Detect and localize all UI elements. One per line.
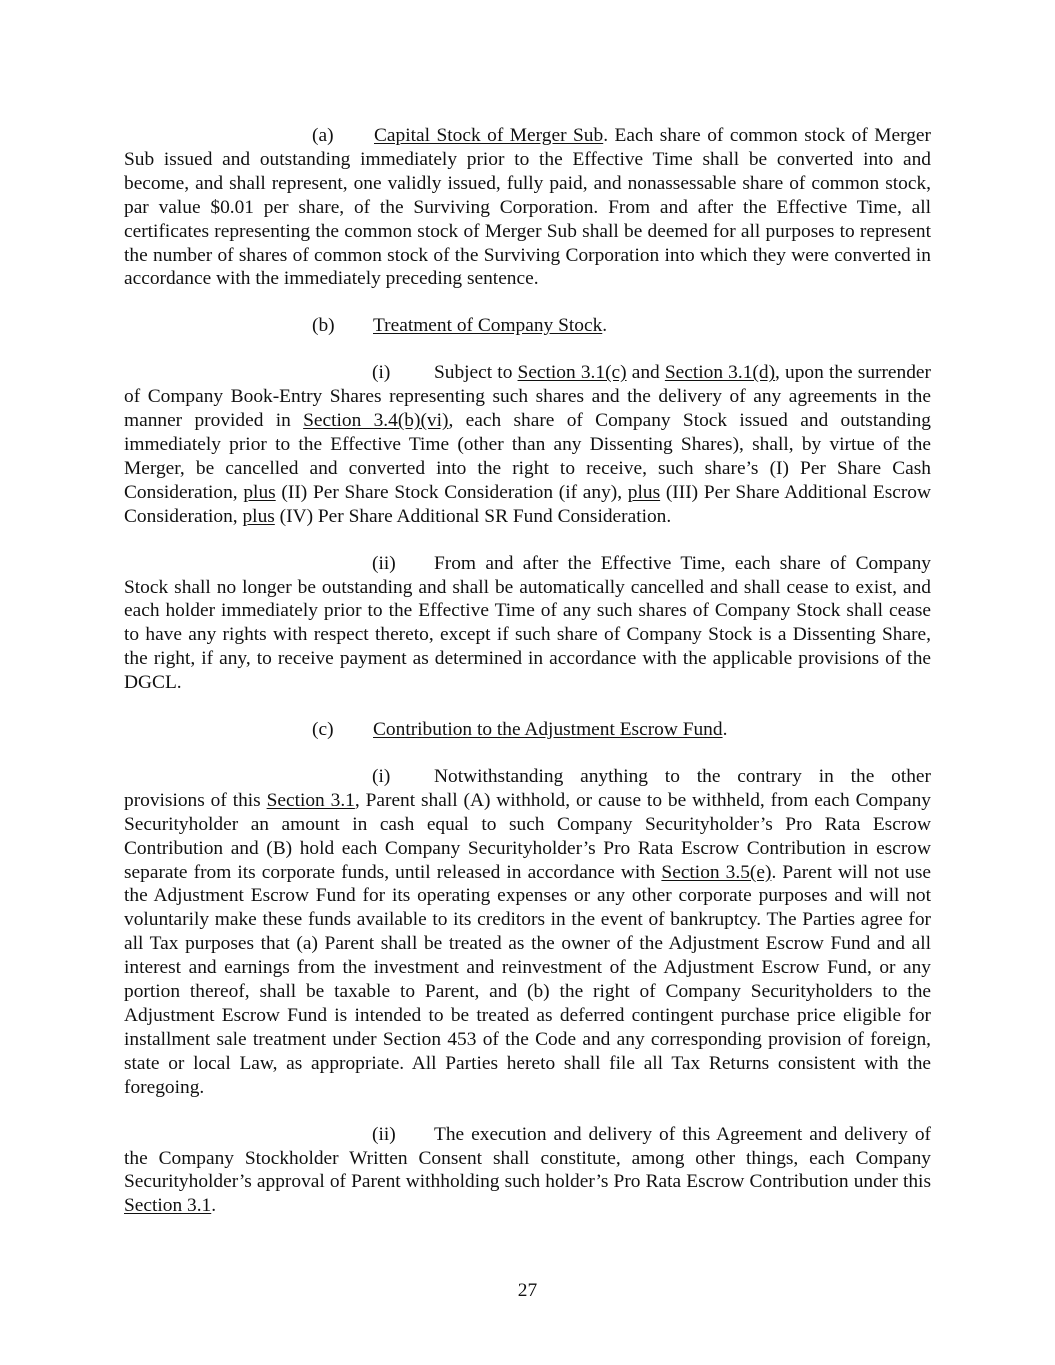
cross-reference-link[interactable]: Section 3.1(c) xyxy=(517,362,627,384)
page-number: 27 xyxy=(517,1280,538,1301)
section-b-ii-paragraph xyxy=(124,552,931,695)
section-b-i-number: (i) xyxy=(372,362,391,384)
text-run: (III) Per Share Additional Escrow Consideration, xyxy=(124,481,932,527)
section-b-heading xyxy=(124,314,931,338)
section-c-i-number: (i) xyxy=(372,765,391,787)
cross-reference-link[interactable]: Section 3.1 xyxy=(266,789,355,811)
section-a-number: (a) xyxy=(312,125,334,146)
section-c-ii-number: (ii) xyxy=(372,1123,396,1145)
section-c-heading xyxy=(124,718,931,742)
section-b-title-end: . xyxy=(602,315,608,337)
text-run: . xyxy=(211,1195,217,1217)
section-b-title: Treatment of Company Stock xyxy=(373,315,603,337)
section-b-i-paragraph xyxy=(124,361,931,528)
section-a-text: . Each share of common stock of Merger Sub issued and outstanding immediately prior to the Effective Time shall be converted into and become, and shall represent, one validly issued, fully paid, and nonassessable share of common stock, par value $0.01 per share, of the Surviving Corporation. From and after the Effective Time, all certificates representing the common stock of Merger Sub shall be deemed for all purposes to represent the number of shares of common stock of the Surviving Corporation into which they were converted in accordance with the immediately preceding sentence. xyxy=(124,125,931,290)
text-run: Subject to xyxy=(434,362,518,384)
section-c-ii-paragraph xyxy=(124,1123,931,1219)
plus-emphasis: plus xyxy=(243,481,276,503)
plus-emphasis: plus xyxy=(627,481,661,503)
cross-reference-link[interactable]: Section 3.1 xyxy=(124,1195,212,1217)
cross-reference-link[interactable]: Section 3.1(d) xyxy=(664,362,776,384)
text-run: From and after the Effective Time, each share of Company Stock shall no longer be outstanding and shall be automatically cancelled and shall cease to exist, and each holder immediately prior to the Effective Time of any such shares of Company Stock shall cease to have any rights with respect thereto, except if such share of Company Stock is a Dissenting Share, the right, if any, to receive payment as determined in accordance with the applicable provisions of the DGCL. xyxy=(124,552,931,694)
section-c-title: Contribution to the Adjustment Escrow Fund xyxy=(373,719,723,741)
cross-reference-link[interactable]: Section 3.5(e) xyxy=(661,861,772,883)
text-run: , each share of Company Stock issued and outstanding immediately prior to the Effective Time (other than any Dissenting Shares), shall, by virtue of the Merger, be cancelled and converted into the right to receive, such share’s (I) Per Share Cash Consideration, xyxy=(124,410,932,503)
text-run: . Parent will not use the Adjustment Escrow Fund for its operating expenses or any other corporate purposes and will not voluntarily make these funds available to its creditors in the event of bankruptcy. The Parties agree for all Tax purposes that (a) Parent shall be treated as the owner of the Adjustment Escrow Fund and all interest and earnings from the investment and reinvestment of the Adjustment Escrow Fund, or any portion thereof, shall be taxable to Parent, and (b) the right of Company Securityholders to the Adjustment Escrow Fund is intended to be treated as deferred contingent purchase price eligible for installment sale treatment under Section 453 of the Code and any corresponding provision of foreign, state or local Law, as appropriate. All Parties hereto shall file all Tax Returns consistent with the foregoing. xyxy=(124,861,931,1098)
section-a-paragraph xyxy=(124,124,931,291)
plus-emphasis: plus xyxy=(242,505,275,527)
text-run: , Parent shall (A) withhold, or cause to be withheld, from each Company Securityholder an amount in cash equal to such Company Securityholder’s Pro Rata Escrow Contribution and (B) hold each Company Securityholder’s Pro Rata Escrow Contribution in escrow separate from its corporate funds, until released in accordance with xyxy=(124,789,931,883)
text-run: The execution and delivery of this Agreement and delivery of the Company Stockholder Written Consent shall constitute, among other things, each Company Securityholder’s approval of Parent withholding such holder’s Pro Rata Escrow Contribution under this xyxy=(124,1123,931,1193)
text-run: Notwithstanding anything to the contrary in the other provisions of this xyxy=(124,765,931,811)
section-c-title-end: . xyxy=(722,719,728,741)
text-run: (II) Per Share Stock Consideration (if any), xyxy=(275,481,628,503)
text-run: , upon the surrender of Company Book-Entry Shares representing such shares and the delivery of any agreements in the manner provided in xyxy=(124,362,931,432)
section-c-i-paragraph xyxy=(124,765,931,1100)
section-b-number: (b) xyxy=(312,315,335,337)
text-run: (IV) Per Share Additional SR Fund Consideration. xyxy=(274,505,672,527)
section-b-ii-number: (ii) xyxy=(372,552,396,574)
cross-reference-link[interactable]: Section 3.4(b)(vi) xyxy=(303,410,449,432)
section-c-number: (c) xyxy=(312,719,334,741)
section-a-title: Capital Stock of Merger Sub xyxy=(374,125,604,146)
text-run: and xyxy=(626,362,665,384)
document-page xyxy=(124,124,931,1218)
